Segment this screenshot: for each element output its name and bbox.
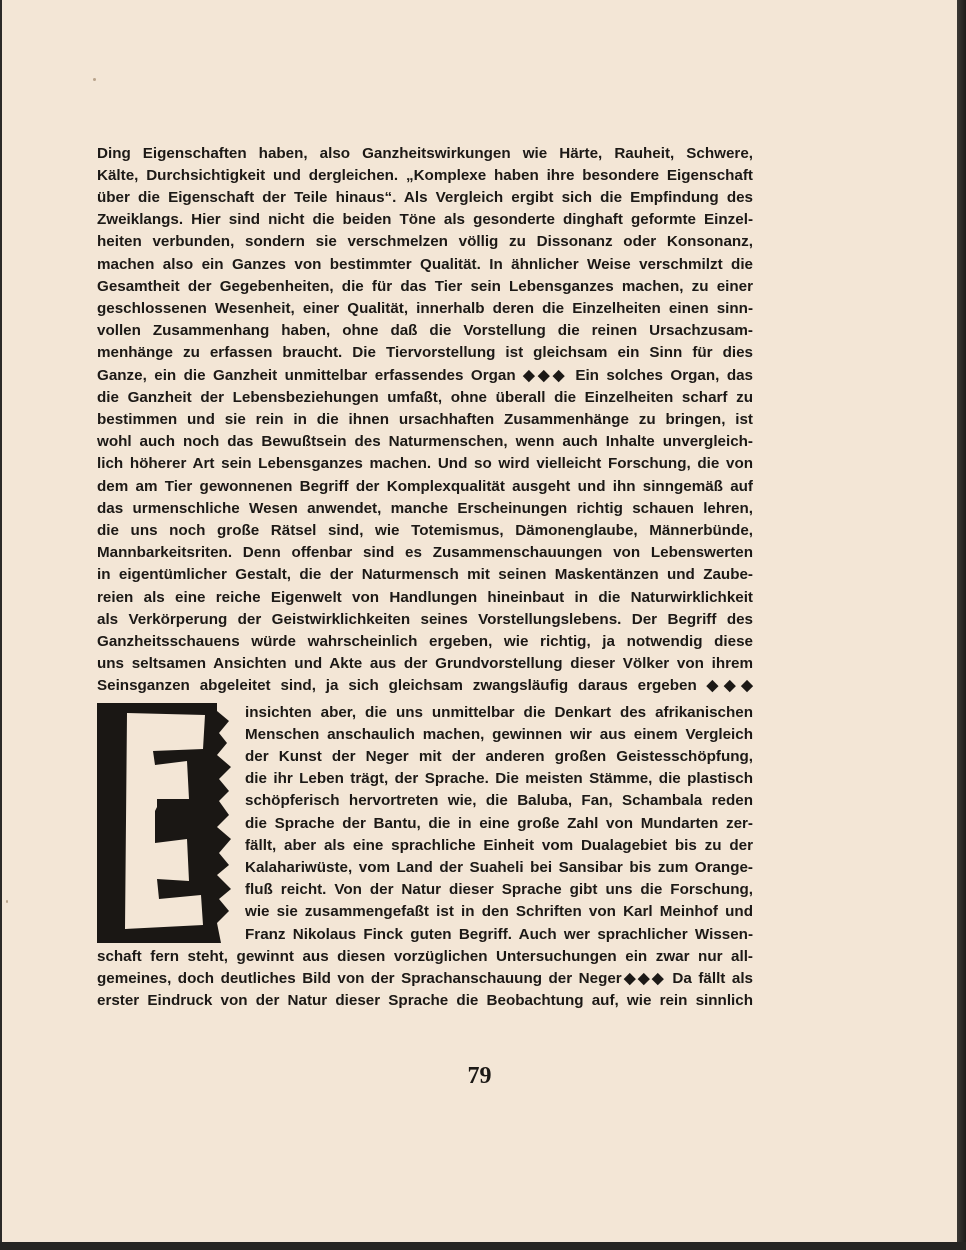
text-line: schaft fern steht, gewinnt aus diesen vorzüglichen Untersuchungen ein zwar nur all- bbox=[97, 948, 753, 965]
text-line: lich höherer Art sein Lebensganzes machen. Und so wird vielleicht Forschung, die von bbox=[97, 455, 753, 472]
text-line: über die Eigenschaft der Teile hinaus“. Als Vergleich ergibt sich die Empfindung des bbox=[97, 189, 753, 206]
text-line: insichten aber, die uns unmittelbar die Denkart des afrikanischen bbox=[245, 704, 753, 721]
text-line: Kälte, Durchsichtigkeit und dergleichen. „Komplexe haben ihre besondere Eigenschaft bbox=[97, 167, 753, 184]
text-line: fluß reicht. Von der Natur dieser Sprache gibt uns die Forschung, bbox=[245, 881, 753, 898]
text-line: menhänge zu erfassen braucht. Die Tiervorstellung ist gleichsam ein Sinn für dies bbox=[97, 344, 753, 361]
text-line: als Verkörperung der Geistwirklichkeiten seines Vorstellungslebens. Der Begriff des bbox=[97, 611, 753, 628]
text-line: reien als eine reiche Eigenwelt von Handlungen hineinbaut in die Naturwirklichkeit bbox=[97, 589, 753, 606]
page-number: 79 bbox=[467, 1063, 492, 1089]
text-line: dem am Tier gewonnenen Begriff der Komplexqualität ausgeht und ihn sinngemäß auf bbox=[97, 478, 753, 495]
text-line: die Ganzheit der Lebensbeziehungen umfaßt, ohne überall die Einzelheiten scharf zu bbox=[97, 389, 753, 406]
text-line: Zweiklangs. Hier sind nicht die beiden Töne als gesonderte dinghaft geformte Einzel- bbox=[97, 211, 753, 228]
text-line: uns seltsamen Ansichten und Akte aus der Grundvorstellung dieser Völker von ihrem bbox=[97, 655, 753, 672]
drop-cap-initial bbox=[97, 703, 237, 943]
text-line: Ding Eigenschaften haben, also Ganzheitswirkungen wie Härte, Rauheit, Schwere, bbox=[97, 145, 753, 162]
paper-speck bbox=[6, 900, 8, 903]
text-line: erster Eindruck von der Natur dieser Sprache die Beobachtung auf, wie rein sinnlich bbox=[97, 992, 753, 1009]
text-line: die uns noch große Rätsel sind, wie Totemismus, Dämonenglaube, Männerbünde, bbox=[97, 522, 753, 539]
text-line: fällt, aber als eine sprachliche Einheit vom Dualagebiet bis zu der bbox=[245, 837, 753, 854]
text-line: Seinsganzen abgeleitet sind, ja sich gleichsam zwangsläufig daraus ergeben ◆◆◆ bbox=[97, 677, 753, 694]
text-line: Mannbarkeitsriten. Denn offenbar sind es Zusammenschauungen von Lebenswerten bbox=[97, 544, 753, 561]
drop-cap-woodcut bbox=[97, 703, 237, 943]
text-line: das urmenschliche Wesen anwendet, manche Erscheinungen richtig schauen lehren, bbox=[97, 500, 753, 517]
text-line: gemeines, doch deutliches Bild von der Sprachanschauung der Neger◆◆◆ Da fällt als bbox=[97, 970, 753, 987]
text-line: wohl auch noch das Bewußtsein des Naturmenschen, wenn auch Inhalte unvergleich- bbox=[97, 433, 753, 450]
text-line: machen also ein Ganzes von bestimmter Qualität. In ähnlicher Weise verschmilzt die bbox=[97, 256, 753, 273]
text-line: die ihr Leben trägt, der Sprache. Die meisten Stämme, die plastisch bbox=[245, 770, 753, 787]
text-line: wie sie zusammengefaßt ist in den Schriften von Karl Meinhof und bbox=[245, 903, 753, 920]
book-page bbox=[2, 0, 957, 1242]
text-line: Ganze, ein die Ganzheit unmittelbar erfassendes Organ ◆◆◆ Ein solches Organ, das bbox=[97, 367, 753, 384]
text-line: Ganzheitsschauens würde wahrscheinlich ergeben, wie richtig, ja notwendig diese bbox=[97, 633, 753, 650]
text-line: Menschen anschaulich machen, gewinnen wir aus einem Vergleich bbox=[245, 726, 753, 743]
text-line: der Kunst der Neger mit der anderen großen Geistesschöpfung, bbox=[245, 748, 753, 765]
text-line: geschlossenen Wesenheit, einer Qualität, innerhalb deren die Einzelheiten einen sinn- bbox=[97, 300, 753, 317]
page-bottom-border bbox=[0, 1242, 966, 1250]
text-line: heiten verbunden, sondern sie verschmelzen völlig zu Dissonanz oder Konsonanz, bbox=[97, 233, 753, 250]
text-line: Gesamtheit der Gegebenheiten, die für das Tier sein Lebensganzes machen, zu einer bbox=[97, 278, 753, 295]
text-line: in eigentümlicher Gestalt, die der Naturmensch mit seinen Maskentänzen und Zaube- bbox=[97, 566, 753, 583]
text-line: Kalahariwüste, vom Land der Suaheli bei Sansibar bis zum Orange- bbox=[245, 859, 753, 876]
text-line: bestimmen und sie rein in die ihnen ursachhaften Zusammenhänge zu bringen, ist bbox=[97, 411, 753, 428]
text-line: Franz Nikolaus Finck guten Begriff. Auch wer sprachlicher Wissen- bbox=[245, 926, 753, 943]
text-line: schöpferisch hervortreten wie, die Baluba, Fan, Schambala reden bbox=[245, 792, 753, 809]
text-line: vollen Zusammenhang haben, ohne daß die Vorstellung die reinen Ursachzusam- bbox=[97, 322, 753, 339]
text-line: die Sprache der Bantu, die in eine große Zahl von Mundarten zer- bbox=[245, 815, 753, 832]
page-edge-shadow bbox=[957, 0, 966, 1250]
paper-speck bbox=[93, 78, 96, 81]
